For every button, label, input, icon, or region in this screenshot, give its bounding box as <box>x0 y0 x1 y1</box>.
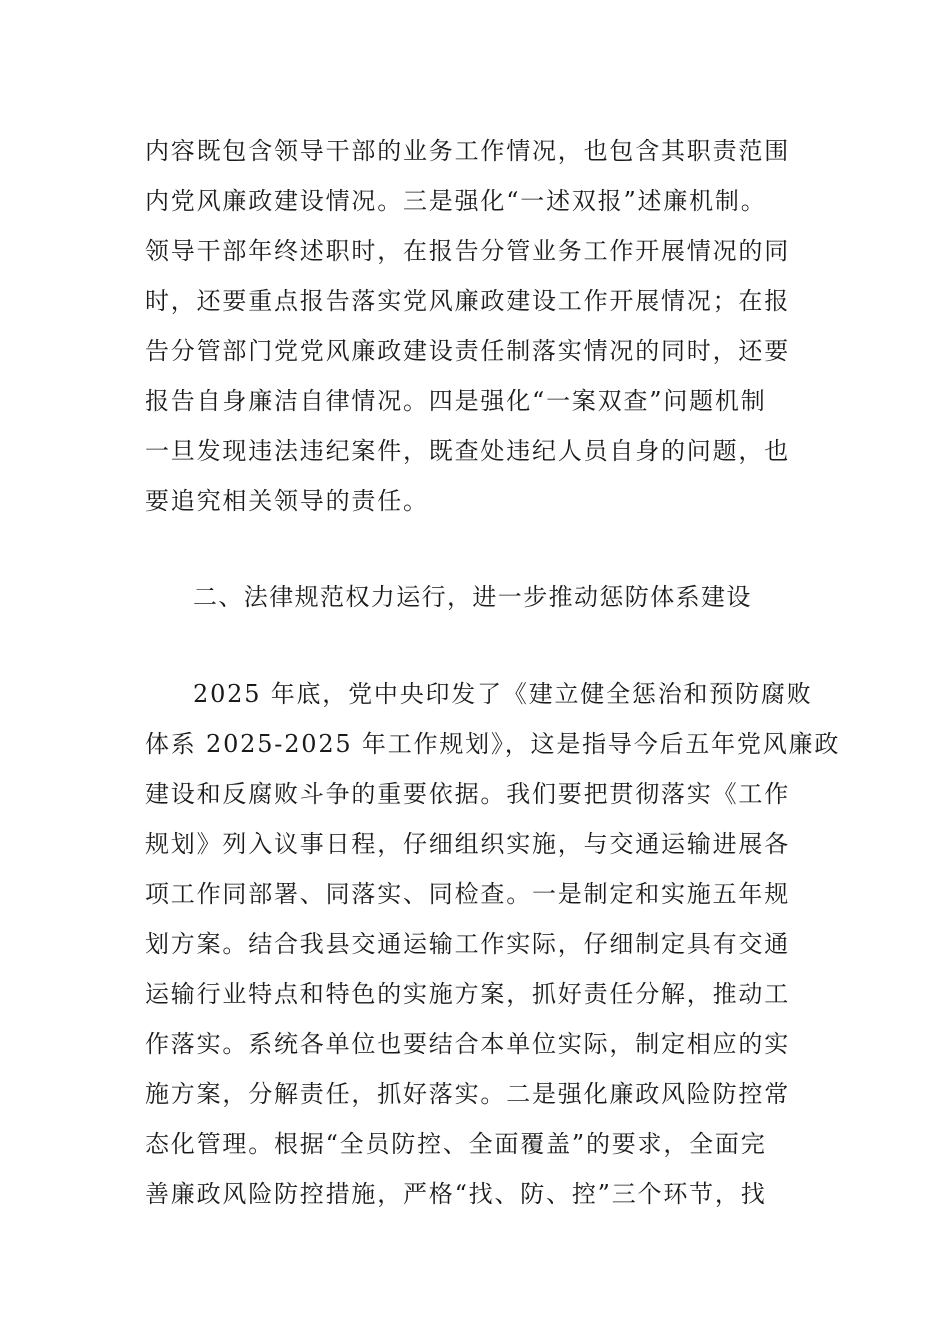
text-line: 运输行业特点和特色的实施方案，抓好责任分解，推动工 <box>145 980 790 1008</box>
text-line: 内容既包含领导干部的业务工作情况，也包含其职责范围 <box>145 137 790 165</box>
text-line: 作落实。系统各单位也要结合本单位实际，制定相应的实 <box>145 1030 790 1058</box>
paragraph-continued <box>145 126 810 526</box>
text-line: 一旦发现违法违纪案件，既查处违纪人员自身的问题，也 <box>145 437 790 465</box>
text-line: 领导干部年终述职时，在报告分管业务工作开展情况的同 <box>145 237 790 265</box>
text-line: 项工作同部署、同落实、同检查。一是制定和实施五年规 <box>145 880 790 908</box>
text-line: 划方案。结合我县交通运输工作实际，仔细制定具有交通 <box>145 930 790 958</box>
text-line: 要追究相关领导的责任。 <box>145 487 429 515</box>
text-line: 建设和反腐败斗争的重要依据。我们要把贯彻落实《工作 <box>145 780 790 808</box>
text-line: 善廉政风险防控措施，严格“找、防、控”三个环节，找 <box>145 1180 767 1208</box>
text-line: 报告自身廉洁自律情况。四是强化“一案双查”问题机制 <box>145 387 767 415</box>
text-line: 体系 2025-2025 年工作规划》，这是指导今后五年党风廉政 <box>145 730 841 758</box>
text-line: 规划》列入议事日程，仔细组织实施，与交通运输进展各 <box>145 830 790 858</box>
section-heading: 二、法律规范权力运行，进一步推动惩防体系建设 <box>193 583 752 611</box>
paragraph-body <box>145 669 841 1219</box>
text-line: 告分管部门党党风廉政建设责任制落实情况的同时，还要 <box>145 337 790 365</box>
text-line: 态化管理。根据“全员防控、全面覆盖”的要求，全面完 <box>145 1130 767 1158</box>
text-line: 施方案，分解责任，抓好落实。二是强化廉政风险防控常 <box>145 1080 790 1108</box>
text-line: 内党风廉政建设情况。三是强化“一述双报”述廉机制。 <box>145 187 767 215</box>
text-line: 2025 年底，党中央印发了《建立健全惩治和预防腐败 <box>193 680 813 708</box>
text-line: 时，还要重点报告落实党风廉政建设工作开展情况；在报 <box>145 287 790 315</box>
